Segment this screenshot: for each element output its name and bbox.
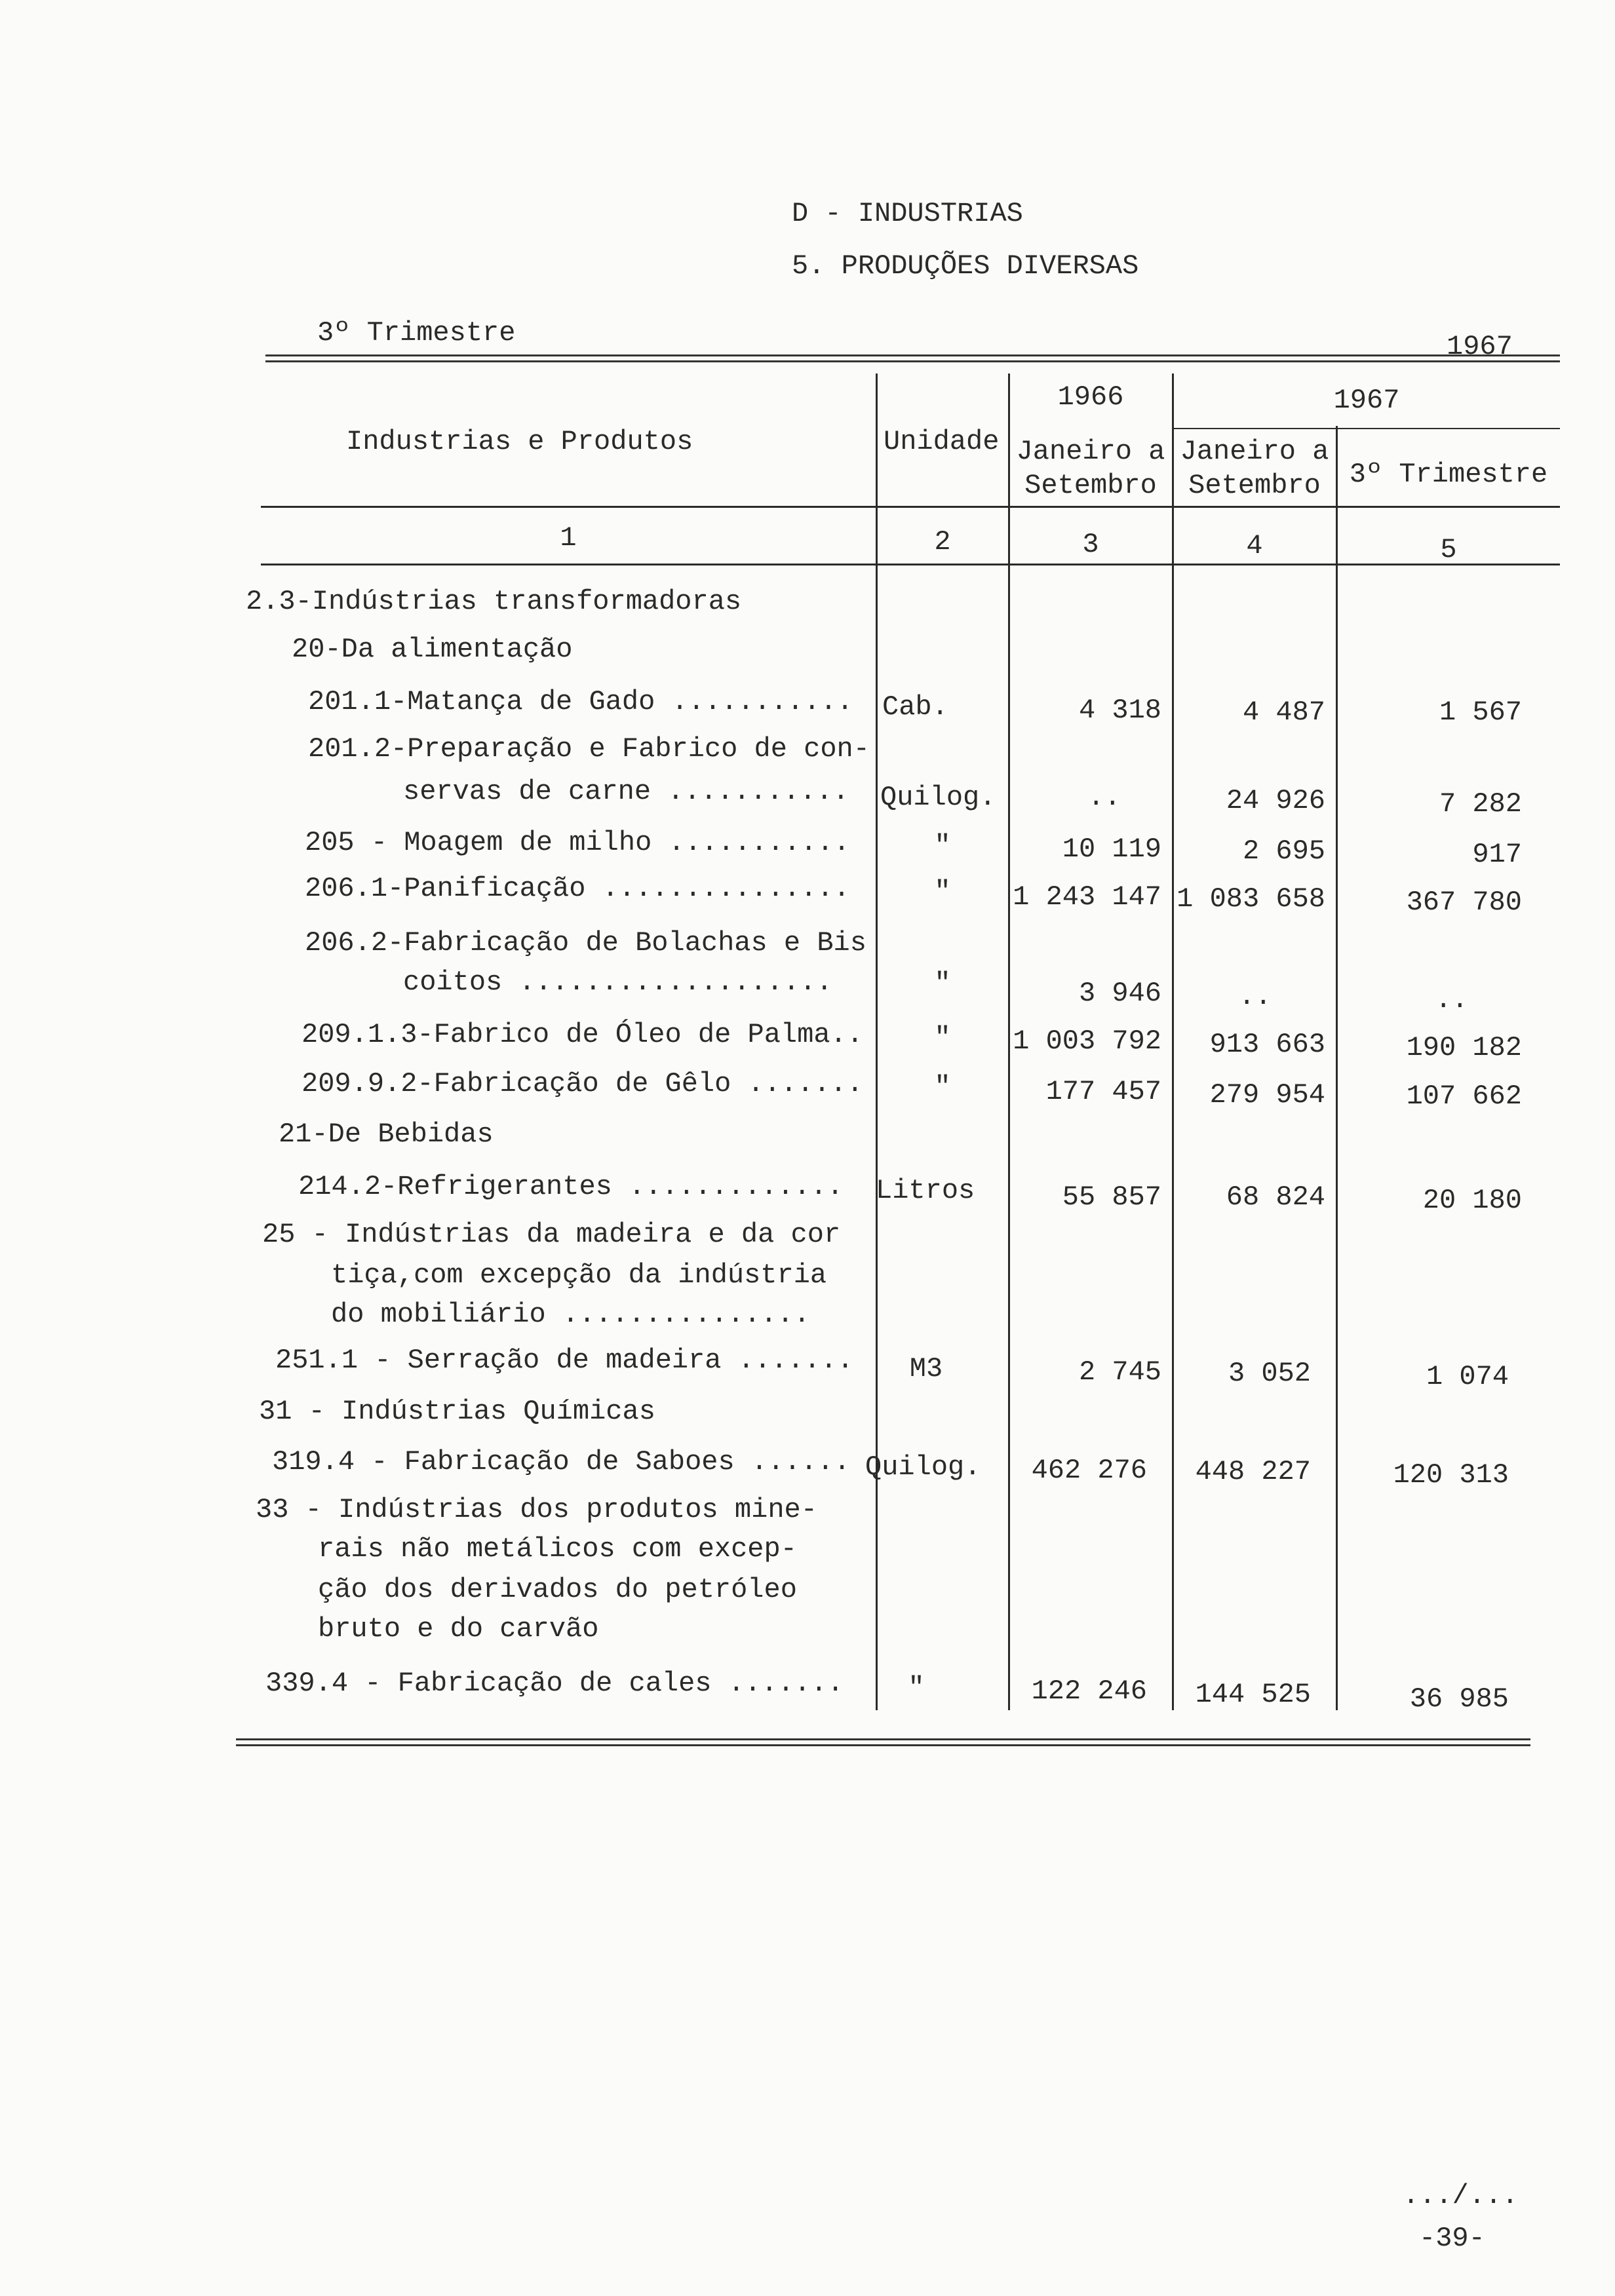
row-text: 205 - Moagem de milho ........... xyxy=(305,827,850,858)
row-text: 206.1-Panificação ............... xyxy=(305,873,850,904)
row-text: 21-De Bebidas xyxy=(279,1119,494,1150)
row-value-trimestre: 1 567 xyxy=(1439,697,1522,728)
row-text: coitos ................... xyxy=(403,966,833,998)
period-label: 3º Trimestre xyxy=(317,317,516,349)
row-text: rais não metálicos com excep- xyxy=(318,1533,797,1565)
row-text: ção dos derivados do petróleo xyxy=(318,1574,797,1605)
row-value-1966: .. xyxy=(1087,782,1121,813)
row-value-trimestre: .. xyxy=(1435,984,1468,1016)
header-rule-1967 xyxy=(1173,428,1560,429)
row-text: 251.1 - Serração de madeira ....... xyxy=(275,1345,854,1376)
row-value-1967: 3 052 xyxy=(1228,1358,1311,1389)
row-value-1967: 68 824 xyxy=(1226,1181,1325,1213)
row-unit: " xyxy=(934,1071,951,1103)
row-value-1966: 1 003 792 xyxy=(1013,1025,1161,1057)
row-value-1967: 144 525 xyxy=(1195,1679,1311,1710)
row-text: servas de carne ........... xyxy=(403,776,849,807)
row-text: 201.1-Matança de Gado ........... xyxy=(308,686,853,718)
row-unit: " xyxy=(934,1022,951,1054)
row-unit: Quilog. xyxy=(880,782,996,813)
page-number: -39- xyxy=(1419,2223,1485,2254)
row-value-trimestre: 120 313 xyxy=(1393,1459,1509,1491)
continued-marker: .../... xyxy=(1403,2180,1519,2211)
column-header-1966: 1966 xyxy=(1057,381,1124,413)
row-value-1967: 279 954 xyxy=(1209,1079,1325,1111)
column-header-jan-sep-1966-b: Setembro xyxy=(1024,470,1157,501)
row-text: 206.2-Fabricação de Bolachas e Bis xyxy=(305,927,866,959)
row-value-1966: 55 857 xyxy=(1062,1181,1161,1213)
column-header-jan-sep-1966-a: Janeiro a xyxy=(1016,436,1165,467)
row-text: bruto e do carvão xyxy=(318,1613,599,1645)
row-value-trimestre: 7 282 xyxy=(1439,788,1522,820)
column-header-jan-sep-1967-a: Janeiro a xyxy=(1180,436,1329,467)
row-unit: " xyxy=(934,876,951,908)
row-value-1966: 3 946 xyxy=(1078,978,1161,1009)
row-value-trimestre: 367 780 xyxy=(1406,887,1522,918)
row-text: 214.2-Refrigerantes ............. xyxy=(298,1171,844,1202)
row-value-1966: 10 119 xyxy=(1062,833,1161,865)
row-value-1967: 2 695 xyxy=(1242,835,1325,867)
row-text: 339.4 - Fabricação de cales ....... xyxy=(265,1668,844,1699)
column-number-1: 1 xyxy=(560,522,577,554)
row-value-1966: 177 457 xyxy=(1045,1076,1161,1107)
header-bottom-rule xyxy=(261,506,1560,508)
row-text: 31 - Indústrias Químicas xyxy=(259,1396,655,1427)
row-value-trimestre: 20 180 xyxy=(1422,1185,1522,1216)
row-unit: " xyxy=(934,830,951,862)
row-value-1967: 913 663 xyxy=(1209,1029,1325,1060)
row-value-1967: .. xyxy=(1238,981,1272,1012)
row-unit: " xyxy=(934,968,951,999)
column-header-jan-sep-1967-b: Setembro xyxy=(1188,470,1321,501)
row-value-1967: 448 227 xyxy=(1195,1456,1311,1487)
top-double-rule xyxy=(265,354,1560,362)
row-text: 209.1.3-Fabrico de Óleo de Palma.. xyxy=(302,1019,863,1050)
column-header-unit: Unidade xyxy=(884,426,1000,457)
row-value-1966: 122 246 xyxy=(1031,1675,1147,1707)
row-unit: Quilog. xyxy=(865,1451,981,1483)
row-value-1967: 1 083 658 xyxy=(1177,883,1325,915)
row-value-1967: 24 926 xyxy=(1226,785,1325,816)
row-value-trimestre: 1 074 xyxy=(1426,1361,1509,1392)
row-value-1966: 2 745 xyxy=(1078,1356,1161,1388)
row-text: 2.3-Indústrias transformadoras xyxy=(246,586,742,617)
column-header-1967: 1967 xyxy=(1333,385,1400,416)
row-value-trimestre: 917 xyxy=(1472,839,1522,870)
row-value-1966: 462 276 xyxy=(1031,1455,1147,1486)
column-number-2: 2 xyxy=(934,526,951,558)
row-value-trimestre: 36 985 xyxy=(1409,1683,1509,1715)
row-unit: Cab. xyxy=(882,691,948,723)
column-number-rule xyxy=(261,564,1560,565)
row-text: 209.9.2-Fabricação de Gêlo ....... xyxy=(302,1068,863,1100)
row-unit: Litros xyxy=(876,1175,975,1206)
section-title: D - INDUSTRIAS xyxy=(792,198,1023,229)
column-number-5: 5 xyxy=(1440,534,1457,565)
year-label: 1967 xyxy=(1447,331,1513,362)
row-text: do mobiliário ............... xyxy=(331,1299,810,1330)
row-text: 319.4 - Fabricação de Saboes ...... xyxy=(272,1446,851,1478)
row-text: tiça,com excepção da indústria xyxy=(331,1259,827,1291)
row-value-1967: 4 487 xyxy=(1242,697,1325,728)
column-number-4: 4 xyxy=(1246,530,1263,562)
subsection-title: 5. PRODUÇÕES DIVERSAS xyxy=(792,250,1139,282)
row-text: 33 - Indústrias dos produtos mine- xyxy=(256,1494,817,1525)
column-header-industries: Industrias e Produtos xyxy=(346,426,693,457)
column-header-trimestre: 3º Trimestre xyxy=(1349,459,1548,490)
row-value-1966: 1 243 147 xyxy=(1013,881,1161,913)
bottom-double-rule xyxy=(236,1738,1530,1746)
row-value-trimestre: 107 662 xyxy=(1406,1081,1522,1112)
row-value-1966: 4 318 xyxy=(1078,695,1161,726)
row-unit: M3 xyxy=(909,1353,943,1385)
column-rule-trimestre xyxy=(1336,426,1338,1710)
row-text: 25 - Indústrias da madeira e da cor xyxy=(262,1219,841,1250)
row-text: 201.2-Preparação e Fabrico de con- xyxy=(308,733,870,765)
row-text: 20-Da alimentação xyxy=(292,634,573,665)
row-value-trimestre: 190 182 xyxy=(1406,1032,1522,1063)
column-number-3: 3 xyxy=(1082,529,1099,560)
row-unit: " xyxy=(908,1672,925,1704)
